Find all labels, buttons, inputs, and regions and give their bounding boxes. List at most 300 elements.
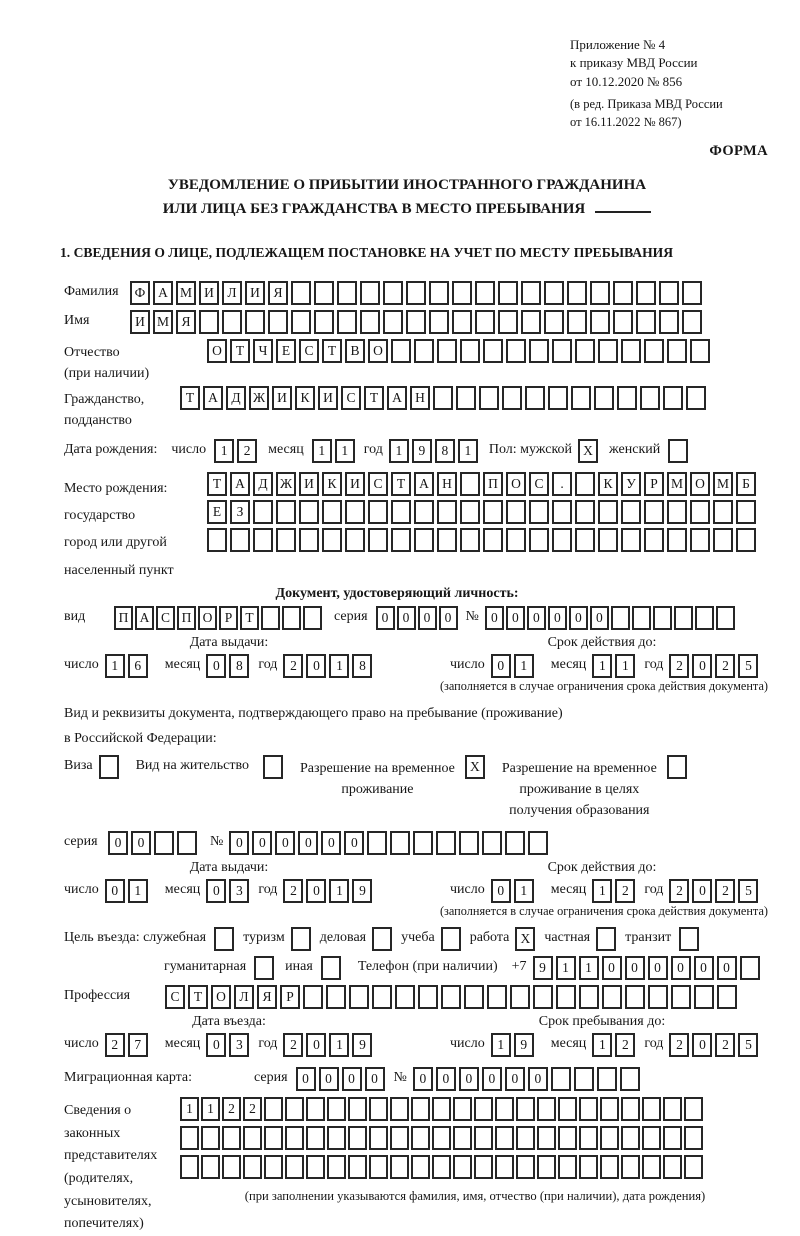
char-box[interactable]: 0: [459, 1067, 479, 1091]
char-box[interactable]: 0: [692, 1033, 712, 1057]
char-box[interactable]: 1: [335, 439, 355, 463]
char-box[interactable]: 0: [252, 831, 272, 855]
char-box[interactable]: А: [135, 606, 154, 630]
char-box[interactable]: [327, 1097, 346, 1121]
char-box[interactable]: [383, 281, 403, 305]
char-box[interactable]: [713, 500, 733, 524]
char-box[interactable]: 0: [376, 606, 395, 630]
char-box[interactable]: [261, 606, 280, 630]
char-box[interactable]: [682, 310, 702, 334]
char-box[interactable]: С: [156, 606, 175, 630]
char-box[interactable]: 3: [229, 1033, 249, 1057]
char-box[interactable]: 1: [514, 654, 534, 678]
char-box[interactable]: [276, 500, 296, 524]
char-box[interactable]: 0: [648, 956, 668, 980]
char-box[interactable]: [558, 1097, 577, 1121]
char-box[interactable]: [437, 500, 457, 524]
char-box[interactable]: .: [552, 472, 572, 496]
char-box[interactable]: [337, 281, 357, 305]
char-box[interactable]: [642, 1097, 661, 1121]
char-box[interactable]: Е: [207, 500, 227, 524]
char-box[interactable]: [177, 831, 197, 855]
char-box[interactable]: И: [345, 472, 365, 496]
char-box[interactable]: [667, 755, 687, 779]
char-box[interactable]: [620, 1067, 640, 1091]
char-box[interactable]: [264, 1155, 283, 1179]
char-box[interactable]: [253, 500, 273, 524]
char-box[interactable]: [314, 281, 334, 305]
char-box[interactable]: [611, 606, 630, 630]
char-box[interactable]: [452, 310, 472, 334]
char-box[interactable]: [597, 1067, 617, 1091]
char-box[interactable]: [663, 1126, 682, 1150]
char-box[interactable]: [552, 500, 572, 524]
char-box[interactable]: К: [598, 472, 618, 496]
char-box[interactable]: [567, 281, 587, 305]
char-box[interactable]: [306, 1126, 325, 1150]
char-box[interactable]: 1: [329, 879, 349, 903]
char-box[interactable]: 0: [319, 1067, 339, 1091]
char-box[interactable]: Р: [644, 472, 664, 496]
char-box[interactable]: И: [299, 472, 319, 496]
char-box[interactable]: С: [341, 386, 361, 410]
char-box[interactable]: [180, 1155, 199, 1179]
char-box[interactable]: 1: [201, 1097, 220, 1121]
char-box[interactable]: [483, 500, 503, 524]
char-box[interactable]: [180, 1126, 199, 1150]
char-box[interactable]: 0: [206, 654, 226, 678]
char-box[interactable]: [636, 310, 656, 334]
char-box[interactable]: [436, 831, 456, 855]
char-box[interactable]: [690, 500, 710, 524]
char-box[interactable]: [285, 1097, 304, 1121]
char-box[interactable]: Р: [280, 985, 300, 1009]
char-box[interactable]: Р: [219, 606, 238, 630]
char-box[interactable]: [575, 472, 595, 496]
char-box[interactable]: [552, 528, 572, 552]
char-box[interactable]: 9: [533, 956, 553, 980]
char-box[interactable]: [222, 310, 242, 334]
char-box[interactable]: 2: [105, 1033, 125, 1057]
char-box[interactable]: Я: [268, 281, 288, 305]
char-box[interactable]: 0: [206, 1033, 226, 1057]
char-box[interactable]: [303, 985, 323, 1009]
char-box[interactable]: 0: [321, 831, 341, 855]
char-box[interactable]: 2: [243, 1097, 262, 1121]
char-box[interactable]: 1: [592, 879, 612, 903]
char-box[interactable]: [653, 606, 672, 630]
char-box[interactable]: М: [667, 472, 687, 496]
char-box[interactable]: З: [230, 500, 250, 524]
char-box[interactable]: [460, 528, 480, 552]
char-box[interactable]: 0: [296, 1067, 316, 1091]
char-box[interactable]: [383, 310, 403, 334]
char-box[interactable]: [348, 1126, 367, 1150]
char-box[interactable]: 2: [615, 1033, 635, 1057]
char-box[interactable]: [648, 985, 668, 1009]
char-box[interactable]: М: [713, 472, 733, 496]
char-box[interactable]: [575, 339, 595, 363]
char-box[interactable]: С: [299, 339, 319, 363]
char-box[interactable]: 0: [131, 831, 151, 855]
char-box[interactable]: [621, 1155, 640, 1179]
char-box[interactable]: [716, 606, 735, 630]
char-box[interactable]: [243, 1126, 262, 1150]
char-box[interactable]: [282, 606, 301, 630]
char-box[interactable]: 2: [669, 654, 689, 678]
char-box[interactable]: [460, 500, 480, 524]
char-box[interactable]: [528, 831, 548, 855]
char-box[interactable]: 0: [418, 606, 437, 630]
char-box[interactable]: Н: [410, 386, 430, 410]
char-box[interactable]: 2: [715, 879, 735, 903]
char-box[interactable]: Ф: [130, 281, 150, 305]
char-box[interactable]: [575, 500, 595, 524]
char-box[interactable]: [99, 755, 119, 779]
char-box[interactable]: 0: [694, 956, 714, 980]
char-box[interactable]: [429, 281, 449, 305]
char-box[interactable]: О: [506, 472, 526, 496]
char-box[interactable]: [474, 1097, 493, 1121]
char-box[interactable]: [411, 1155, 430, 1179]
char-box[interactable]: 0: [527, 606, 546, 630]
char-box[interactable]: [453, 1126, 472, 1150]
char-box[interactable]: [621, 1126, 640, 1150]
char-box[interactable]: [201, 1155, 220, 1179]
char-box[interactable]: [590, 281, 610, 305]
char-box[interactable]: [596, 927, 616, 951]
char-box[interactable]: 0: [344, 831, 364, 855]
char-box[interactable]: [529, 500, 549, 524]
char-box[interactable]: [368, 528, 388, 552]
char-box[interactable]: 0: [342, 1067, 362, 1091]
char-box[interactable]: 1: [312, 439, 332, 463]
char-box[interactable]: [460, 472, 480, 496]
char-box[interactable]: [717, 985, 737, 1009]
char-box[interactable]: [521, 310, 541, 334]
char-box[interactable]: О: [211, 985, 231, 1009]
char-box[interactable]: 0: [491, 879, 511, 903]
char-box[interactable]: [502, 386, 522, 410]
char-box[interactable]: [345, 528, 365, 552]
char-box[interactable]: [263, 755, 283, 779]
char-box[interactable]: [390, 1126, 409, 1150]
char-box[interactable]: 0: [717, 956, 737, 980]
char-box[interactable]: С: [368, 472, 388, 496]
char-box[interactable]: Ж: [249, 386, 269, 410]
char-box[interactable]: [690, 528, 710, 552]
char-box[interactable]: [253, 528, 273, 552]
char-box[interactable]: 2: [283, 654, 303, 678]
char-box[interactable]: 1: [458, 439, 478, 463]
char-box[interactable]: 2: [715, 1033, 735, 1057]
char-box[interactable]: [368, 500, 388, 524]
char-box[interactable]: 1: [329, 1033, 349, 1057]
char-box[interactable]: О: [207, 339, 227, 363]
char-box[interactable]: 0: [306, 879, 326, 903]
char-box[interactable]: [414, 500, 434, 524]
char-box[interactable]: 0: [365, 1067, 385, 1091]
char-box[interactable]: [437, 339, 457, 363]
char-box[interactable]: 2: [669, 1033, 689, 1057]
char-box[interactable]: 1: [556, 956, 576, 980]
char-box[interactable]: М: [176, 281, 196, 305]
char-box[interactable]: X: [578, 439, 598, 463]
char-box[interactable]: [441, 985, 461, 1009]
char-box[interactable]: 1: [514, 879, 534, 903]
char-box[interactable]: [516, 1155, 535, 1179]
char-box[interactable]: [602, 985, 622, 1009]
char-box[interactable]: 2: [222, 1097, 241, 1121]
char-box[interactable]: [590, 310, 610, 334]
char-box[interactable]: [659, 310, 679, 334]
char-box[interactable]: [682, 281, 702, 305]
char-box[interactable]: [667, 500, 687, 524]
char-box[interactable]: 1: [491, 1033, 511, 1057]
char-box[interactable]: [598, 528, 618, 552]
char-box[interactable]: [529, 339, 549, 363]
char-box[interactable]: [600, 1155, 619, 1179]
char-box[interactable]: [598, 500, 618, 524]
char-box[interactable]: [579, 985, 599, 1009]
char-box[interactable]: [644, 339, 664, 363]
char-box[interactable]: [594, 386, 614, 410]
char-box[interactable]: [475, 310, 495, 334]
char-box[interactable]: [621, 1097, 640, 1121]
char-box[interactable]: [482, 831, 502, 855]
char-box[interactable]: Е: [276, 339, 296, 363]
char-box[interactable]: [479, 386, 499, 410]
char-box[interactable]: 2: [237, 439, 257, 463]
char-box[interactable]: С: [165, 985, 185, 1009]
char-box[interactable]: [453, 1155, 472, 1179]
char-box[interactable]: [659, 281, 679, 305]
char-box[interactable]: [207, 528, 227, 552]
char-box[interactable]: [254, 956, 274, 980]
char-box[interactable]: А: [230, 472, 250, 496]
char-box[interactable]: П: [177, 606, 196, 630]
char-box[interactable]: [321, 956, 341, 980]
char-box[interactable]: [414, 528, 434, 552]
char-box[interactable]: [306, 1155, 325, 1179]
char-box[interactable]: [391, 500, 411, 524]
char-box[interactable]: 2: [283, 1033, 303, 1057]
char-box[interactable]: [459, 831, 479, 855]
char-box[interactable]: [337, 310, 357, 334]
char-box[interactable]: 0: [491, 654, 511, 678]
char-box[interactable]: А: [153, 281, 173, 305]
char-box[interactable]: [487, 985, 507, 1009]
char-box[interactable]: 1: [592, 1033, 612, 1057]
char-box[interactable]: [314, 310, 334, 334]
char-box[interactable]: [544, 310, 564, 334]
char-box[interactable]: [625, 985, 645, 1009]
char-box[interactable]: 1: [180, 1097, 199, 1121]
char-box[interactable]: [495, 1155, 514, 1179]
char-box[interactable]: [663, 1097, 682, 1121]
char-box[interactable]: [544, 281, 564, 305]
char-box[interactable]: [548, 386, 568, 410]
char-box[interactable]: 0: [482, 1067, 502, 1091]
char-box[interactable]: [642, 1126, 661, 1150]
char-box[interactable]: [230, 528, 250, 552]
char-box[interactable]: Д: [253, 472, 273, 496]
char-box[interactable]: [579, 1126, 598, 1150]
char-box[interactable]: [736, 528, 756, 552]
char-box[interactable]: X: [515, 927, 535, 951]
char-box[interactable]: [406, 310, 426, 334]
char-box[interactable]: [414, 339, 434, 363]
char-box[interactable]: [684, 1097, 703, 1121]
char-box[interactable]: [390, 1097, 409, 1121]
char-box[interactable]: [291, 310, 311, 334]
char-box[interactable]: 0: [602, 956, 622, 980]
char-box[interactable]: [437, 528, 457, 552]
char-box[interactable]: [686, 386, 706, 410]
char-box[interactable]: [222, 1155, 241, 1179]
char-box[interactable]: [369, 1126, 388, 1150]
char-box[interactable]: [291, 927, 311, 951]
char-box[interactable]: [413, 831, 433, 855]
char-box[interactable]: 5: [738, 879, 758, 903]
char-box[interactable]: [498, 310, 518, 334]
char-box[interactable]: 1: [579, 956, 599, 980]
char-box[interactable]: О: [198, 606, 217, 630]
char-box[interactable]: 0: [625, 956, 645, 980]
char-box[interactable]: 0: [548, 606, 567, 630]
char-box[interactable]: 0: [397, 606, 416, 630]
char-box[interactable]: И: [272, 386, 292, 410]
char-box[interactable]: [432, 1155, 451, 1179]
char-box[interactable]: [558, 1155, 577, 1179]
char-box[interactable]: [268, 310, 288, 334]
char-box[interactable]: 8: [352, 654, 372, 678]
char-box[interactable]: [740, 956, 760, 980]
char-box[interactable]: А: [203, 386, 223, 410]
char-box[interactable]: [367, 831, 387, 855]
char-box[interactable]: [574, 1067, 594, 1091]
char-box[interactable]: [306, 1097, 325, 1121]
char-box[interactable]: [736, 500, 756, 524]
char-box[interactable]: [460, 339, 480, 363]
char-box[interactable]: [395, 985, 415, 1009]
char-box[interactable]: О: [690, 472, 710, 496]
char-box[interactable]: [621, 500, 641, 524]
char-box[interactable]: [291, 281, 311, 305]
char-box[interactable]: [579, 1155, 598, 1179]
char-box[interactable]: [348, 1155, 367, 1179]
char-box[interactable]: [510, 985, 530, 1009]
char-box[interactable]: [644, 500, 664, 524]
char-box[interactable]: 0: [569, 606, 588, 630]
char-box[interactable]: [199, 310, 219, 334]
char-box[interactable]: 0: [485, 606, 504, 630]
char-box[interactable]: 0: [413, 1067, 433, 1091]
char-box[interactable]: 0: [528, 1067, 548, 1091]
char-box[interactable]: 2: [615, 879, 635, 903]
char-box[interactable]: 3: [229, 879, 249, 903]
char-box[interactable]: [674, 606, 693, 630]
char-box[interactable]: 0: [105, 879, 125, 903]
char-box[interactable]: [429, 310, 449, 334]
char-box[interactable]: [684, 1155, 703, 1179]
char-box[interactable]: [303, 606, 322, 630]
char-box[interactable]: [475, 281, 495, 305]
char-box[interactable]: У: [621, 472, 641, 496]
char-box[interactable]: [571, 386, 591, 410]
char-box[interactable]: [369, 1155, 388, 1179]
char-box[interactable]: [667, 339, 687, 363]
char-box[interactable]: [483, 528, 503, 552]
char-box[interactable]: Т: [207, 472, 227, 496]
char-box[interactable]: 0: [692, 879, 712, 903]
char-box[interactable]: Л: [234, 985, 254, 1009]
char-box[interactable]: [516, 1097, 535, 1121]
char-box[interactable]: [391, 339, 411, 363]
char-box[interactable]: 0: [506, 606, 525, 630]
char-box[interactable]: Т: [180, 386, 200, 410]
char-box[interactable]: 2: [283, 879, 303, 903]
char-box[interactable]: [640, 386, 660, 410]
char-box[interactable]: [575, 528, 595, 552]
char-box[interactable]: 9: [412, 439, 432, 463]
char-box[interactable]: [621, 339, 641, 363]
char-box[interactable]: [391, 528, 411, 552]
char-box[interactable]: [690, 339, 710, 363]
char-box[interactable]: 1: [389, 439, 409, 463]
char-box[interactable]: [498, 281, 518, 305]
char-box[interactable]: [433, 386, 453, 410]
char-box[interactable]: [474, 1126, 493, 1150]
char-box[interactable]: И: [318, 386, 338, 410]
char-box[interactable]: [452, 281, 472, 305]
char-box[interactable]: [632, 606, 651, 630]
char-box[interactable]: [506, 500, 526, 524]
char-box[interactable]: Я: [176, 310, 196, 334]
char-box[interactable]: 1: [128, 879, 148, 903]
char-box[interactable]: [642, 1155, 661, 1179]
char-box[interactable]: 2: [669, 879, 689, 903]
char-box[interactable]: [285, 1155, 304, 1179]
char-box[interactable]: 6: [128, 654, 148, 678]
char-box[interactable]: [671, 985, 691, 1009]
char-box[interactable]: 0: [671, 956, 691, 980]
char-box[interactable]: [505, 831, 525, 855]
char-box[interactable]: [667, 528, 687, 552]
char-box[interactable]: Ч: [253, 339, 273, 363]
char-box[interactable]: [369, 1097, 388, 1121]
char-box[interactable]: [322, 528, 342, 552]
char-box[interactable]: [598, 339, 618, 363]
char-box[interactable]: С: [529, 472, 549, 496]
char-box[interactable]: 5: [738, 1033, 758, 1057]
char-box[interactable]: [345, 500, 365, 524]
char-box[interactable]: [613, 281, 633, 305]
char-box[interactable]: [201, 1126, 220, 1150]
char-box[interactable]: [299, 528, 319, 552]
char-box[interactable]: [432, 1097, 451, 1121]
char-box[interactable]: [432, 1126, 451, 1150]
char-box[interactable]: Т: [230, 339, 250, 363]
char-box[interactable]: 9: [352, 879, 372, 903]
char-box[interactable]: [579, 1097, 598, 1121]
char-box[interactable]: И: [199, 281, 219, 305]
char-box[interactable]: 1: [214, 439, 234, 463]
char-box[interactable]: 1: [615, 654, 635, 678]
char-box[interactable]: [533, 985, 553, 1009]
char-box[interactable]: [679, 927, 699, 951]
char-box[interactable]: [327, 1126, 346, 1150]
